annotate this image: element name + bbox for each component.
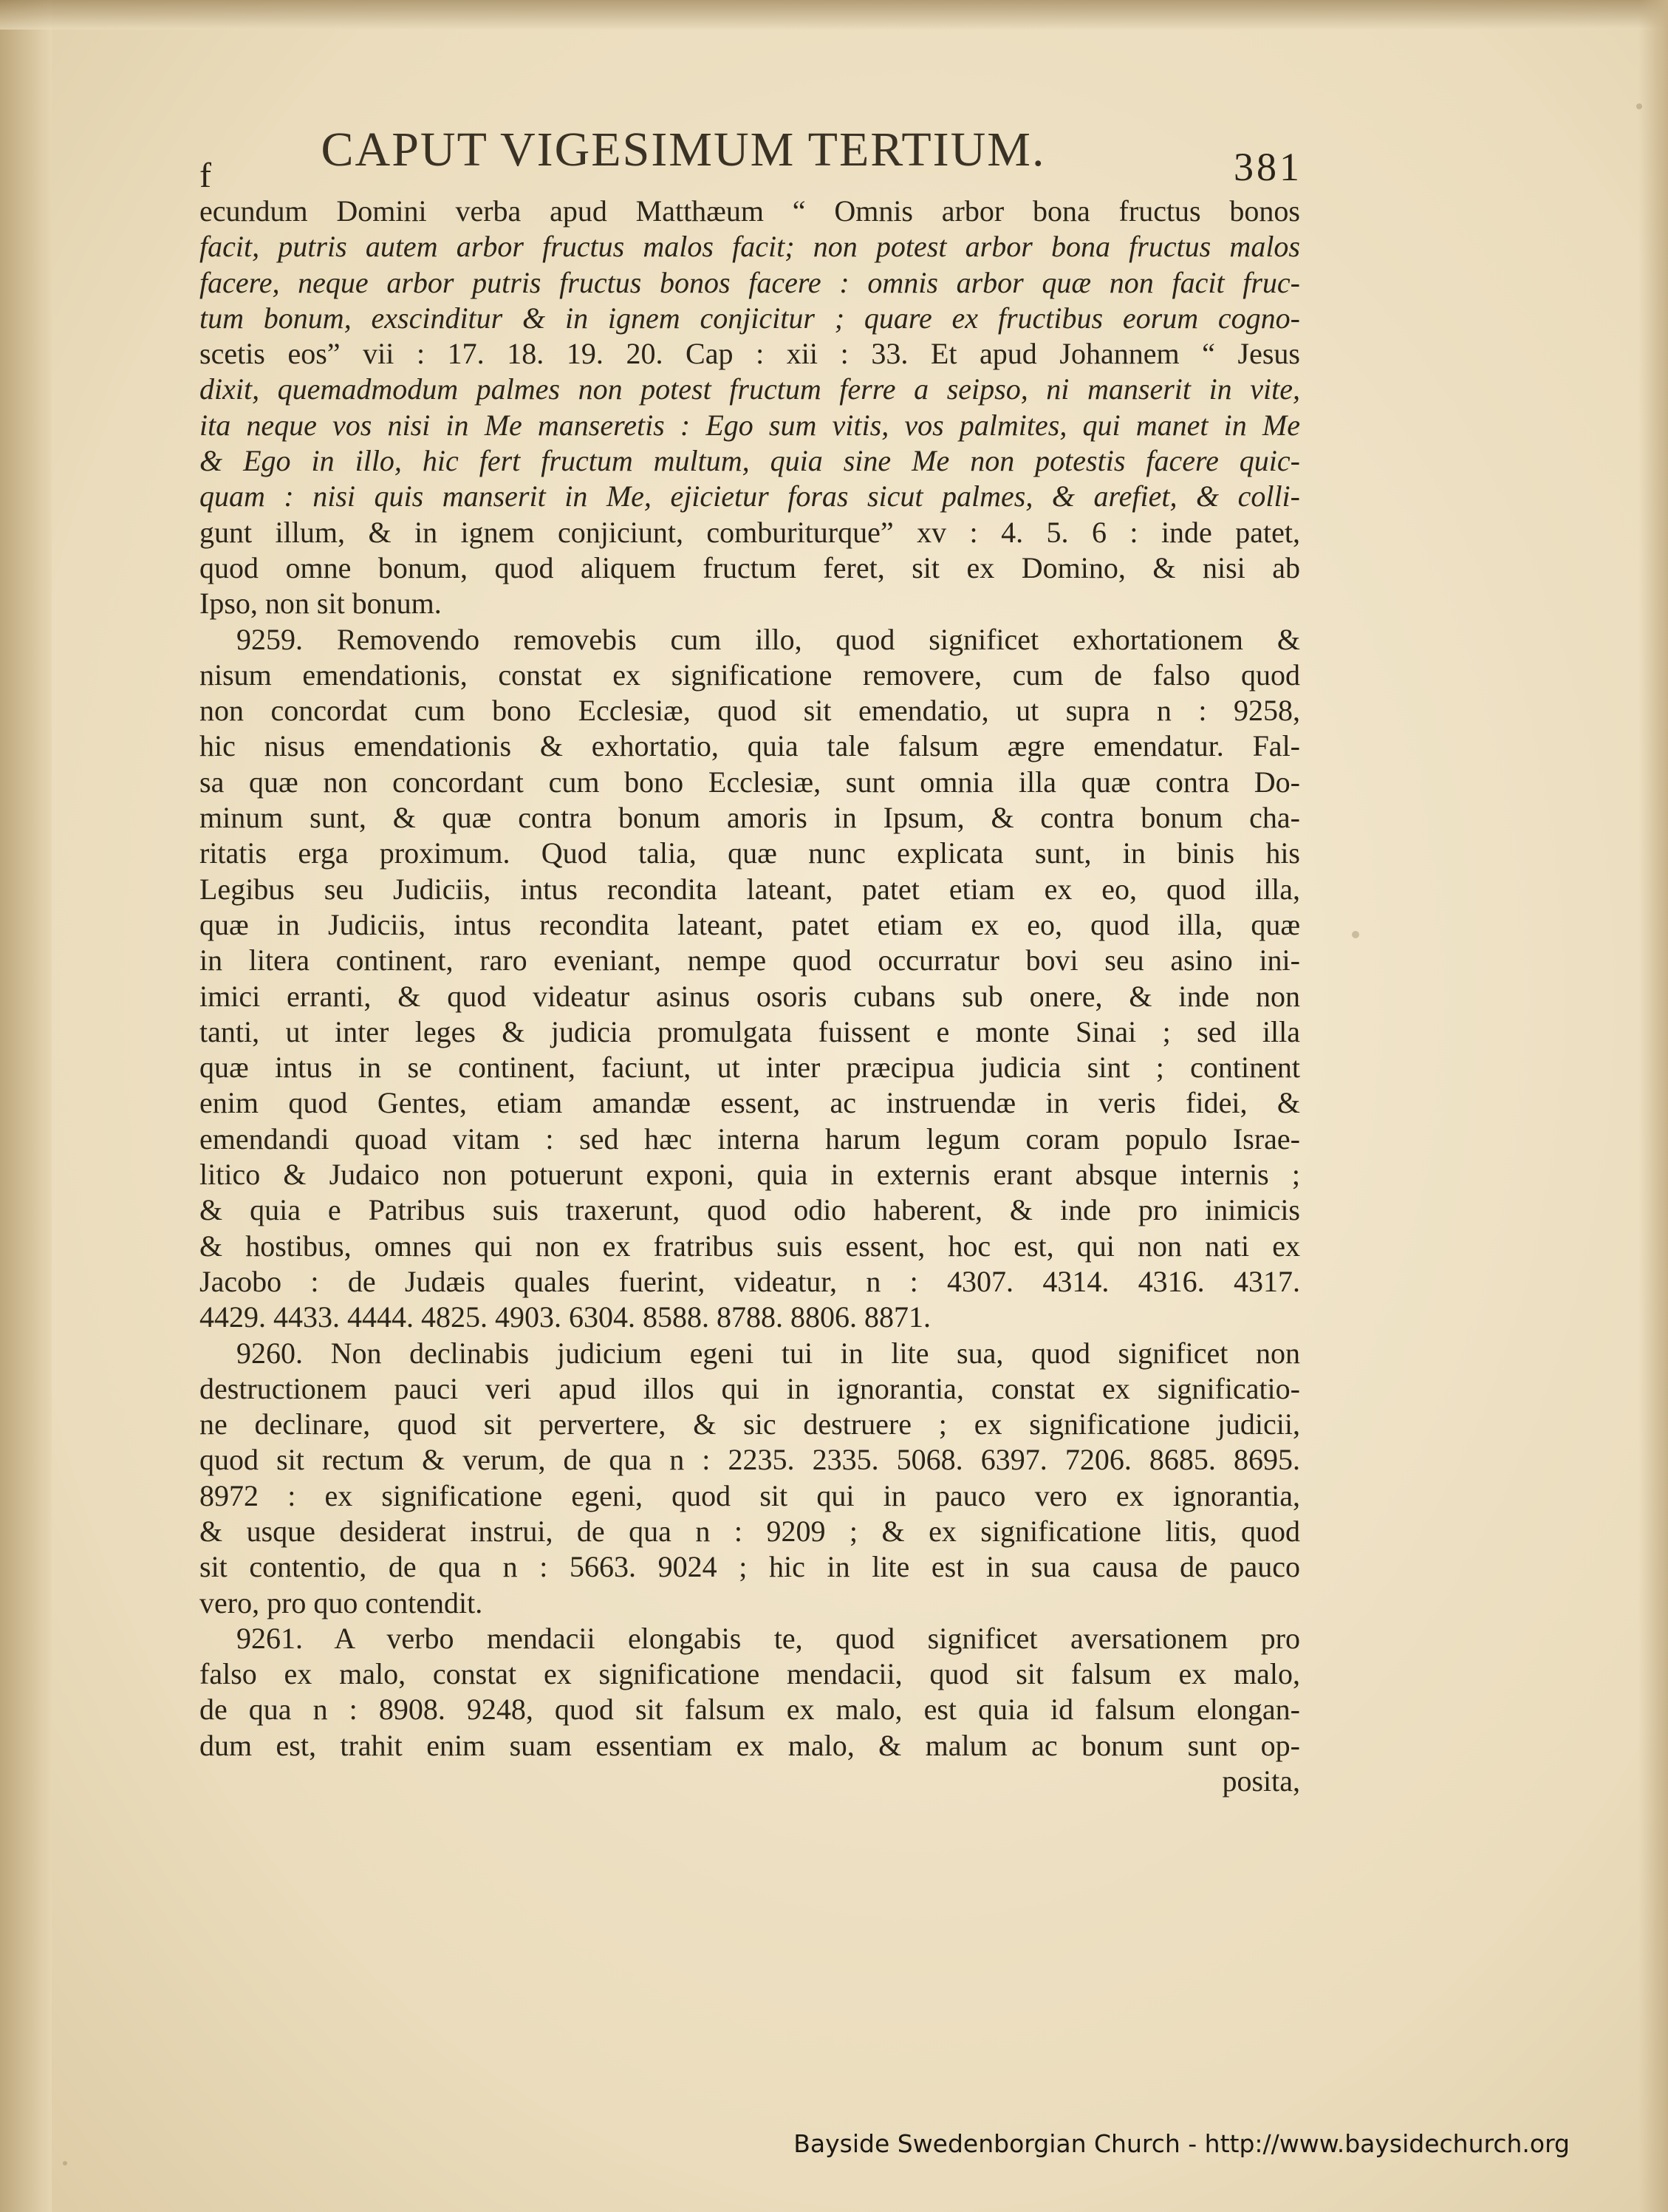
- text-line: non concordat cum bono Ecclesiæ, quod sit emendatio, ut supra n : 9258,: [199, 694, 1300, 728]
- text-line: emendandi quoad vitam : sed hæc interna harum legum coram populo Israe-: [199, 1122, 1300, 1156]
- text-line: dixit, quemadmodum palmes non potest fructum ferre a seipso, ni manserit in vite,: [199, 372, 1300, 406]
- text-line: tanti, ut inter leges & judicia promulgata fuissent e monte Sinai ; sed illa: [199, 1014, 1300, 1048]
- text-line: ne declinare, quod sit pervertere, & sic destruere ; ex significatione judicii,: [199, 1407, 1300, 1441]
- page-number: 381: [1234, 145, 1302, 189]
- text-line: 9259. Removendo removebis cum illo, quod significet exhortationem &: [236, 622, 1300, 656]
- ink-spot: [1352, 931, 1359, 938]
- page-top-edge: [0, 0, 1668, 30]
- text-line: & quia e Patribus suis traxerunt, quod odio haberent, & inde pro inimicis: [199, 1193, 1300, 1227]
- text-line: vero, pro quo contendit.: [199, 1585, 483, 1619]
- text-line: quod omne bonum, quod aliquem fructum feret, sit ex Domino, & nisi ab: [199, 550, 1300, 584]
- text-line: ritatis erga proximum. Quod talia, quæ nunc explicata sunt, in binis his: [199, 836, 1300, 870]
- text-line: 9260. Non declinabis judicium egeni tui in lite sua, quod significet non: [236, 1336, 1300, 1370]
- text-line: in litera continent, raro eveniant, nempe quod occurratur bovi seu asino ini-: [199, 943, 1300, 977]
- text-line: sit contentio, de qua n : 5663. 9024 ; hic in lite est in sua causa de pauco: [199, 1550, 1300, 1584]
- text-line: Jacobo : de Judæis quales fuerint, videatur, n : 4307. 4314. 4316. 4317.: [199, 1264, 1300, 1298]
- text-line: 8972 : ex significatione egeni, quod sit qui in pauco vero ex ignorantia,: [199, 1478, 1300, 1512]
- text-line: quam : nisi quis manserit in Me, ejicietur foras sicut palmes, & arefiet, & colli-: [199, 479, 1300, 513]
- text-line: posita,: [1222, 1764, 1300, 1798]
- text-line: nisum emendationis, constat ex significatione removere, cum de falso quod: [199, 658, 1300, 692]
- text-line: litico & Judaico non potuerunt exponi, quia in externis erant absque internis ;: [199, 1158, 1300, 1192]
- text-line: sa quæ non concordant cum bono Ecclesiæ, sunt omnia illa quæ contra Do-: [199, 765, 1300, 799]
- text-line: ita neque vos nisi in Me manseretis : Ego sum vitis, vos palmites, qui manet in Me: [199, 408, 1300, 442]
- text-line: de qua n : 8908. 9248, quod sit falsum ex malo, est quia id falsum elongan-: [199, 1693, 1300, 1727]
- text-line: falso ex malo, constat ex significatione mendacii, quod sit falsum ex malo,: [199, 1657, 1300, 1691]
- text-line: ecundum Domini verba apud Matthæum “ Omnis arbor bona fructus bonos: [199, 194, 1300, 228]
- text-line: gunt illum, & in ignem conjiciunt, comburiturque” xv : 4. 5. 6 : inde patet,: [199, 515, 1300, 549]
- page-gutter-shadow: [0, 0, 52, 2212]
- text-line: 9261. A verbo mendacii elongabis te, quod significet aversationem pro: [236, 1621, 1300, 1655]
- text-line: facere, neque arbor putris fructus bonos facere : omnis arbor quæ non facit fruc-: [199, 265, 1300, 299]
- text-line: imici erranti, & quod videatur asinus osoris cubans sub onere, & inde non: [199, 979, 1300, 1013]
- text-line: hic nisus emendationis & exhortatio, quia tale falsum ægre emendatur. Fal-: [199, 729, 1300, 763]
- text-line: facit, putris autem arbor fructus malos facit; non potest arbor bona fructus malos: [199, 230, 1300, 264]
- text-line: quod sit rectum & verum, de qua n : 2235. 2335. 5068. 6397. 7206. 8685. 8695.: [199, 1443, 1300, 1477]
- text-line: dum est, trahit enim suam essentiam ex malo, & malum ac bonum sunt op-: [199, 1728, 1300, 1762]
- text-line: & usque desiderat instrui, de qua n : 9209 ; & ex significatione litis, quod: [199, 1514, 1300, 1548]
- text-line: destructionem pauci veri apud illos qui in ignorantia, constat ex significatio-: [199, 1371, 1300, 1405]
- page-right-edge: [1638, 0, 1668, 2212]
- body-text: [199, 194, 1300, 1799]
- text-line: tum bonum, exscinditur & in ignem conjicitur ; quare ex fructibus eorum cogno-: [199, 301, 1300, 335]
- text-line: minum sunt, & quæ contra bonum amoris in Ipsum, & contra bonum cha-: [199, 801, 1300, 835]
- text-line: enim quod Gentes, etiam amandæ essent, ac instruendæ in veris fidei, &: [199, 1086, 1300, 1120]
- footer-credit: Bayside Swedenborgian Church - http://www.baysidechurch.org: [793, 2129, 1570, 2158]
- text-line: scetis eos” vii : 17. 18. 19. 20. Cap : xii : 33. Et apud Johannem “ Jesus: [199, 337, 1300, 371]
- text-line: & Ego in illo, hic fert fructum multum, quia sine Me non potestis facere quic-: [199, 444, 1300, 478]
- text-line: 4429. 4433. 4444. 4825. 4903. 6304. 8588. 8788. 8806. 8871.: [199, 1300, 931, 1334]
- text-line: Ipso, non sit bonum.: [199, 587, 442, 621]
- catchword: f: [199, 156, 211, 195]
- text-line: quæ intus in se continent, faciunt, ut inter præcipua judicia sint ; continent: [199, 1051, 1300, 1085]
- running-title: CAPUT VIGESIMUM TERTIUM.: [321, 123, 1046, 177]
- text-line: Legibus seu Judiciis, intus recondita lateant, patet etiam ex eo, quod illa,: [199, 872, 1300, 906]
- text-line: & hostibus, omnes qui non ex fratribus suis essent, hoc est, qui non nati ex: [199, 1229, 1300, 1263]
- ink-spot: [1636, 103, 1642, 109]
- text-line: quæ in Judiciis, intus recondita lateant, patet etiam ex eo, quod illa, quæ: [199, 907, 1300, 941]
- ink-spot: [63, 2161, 67, 2165]
